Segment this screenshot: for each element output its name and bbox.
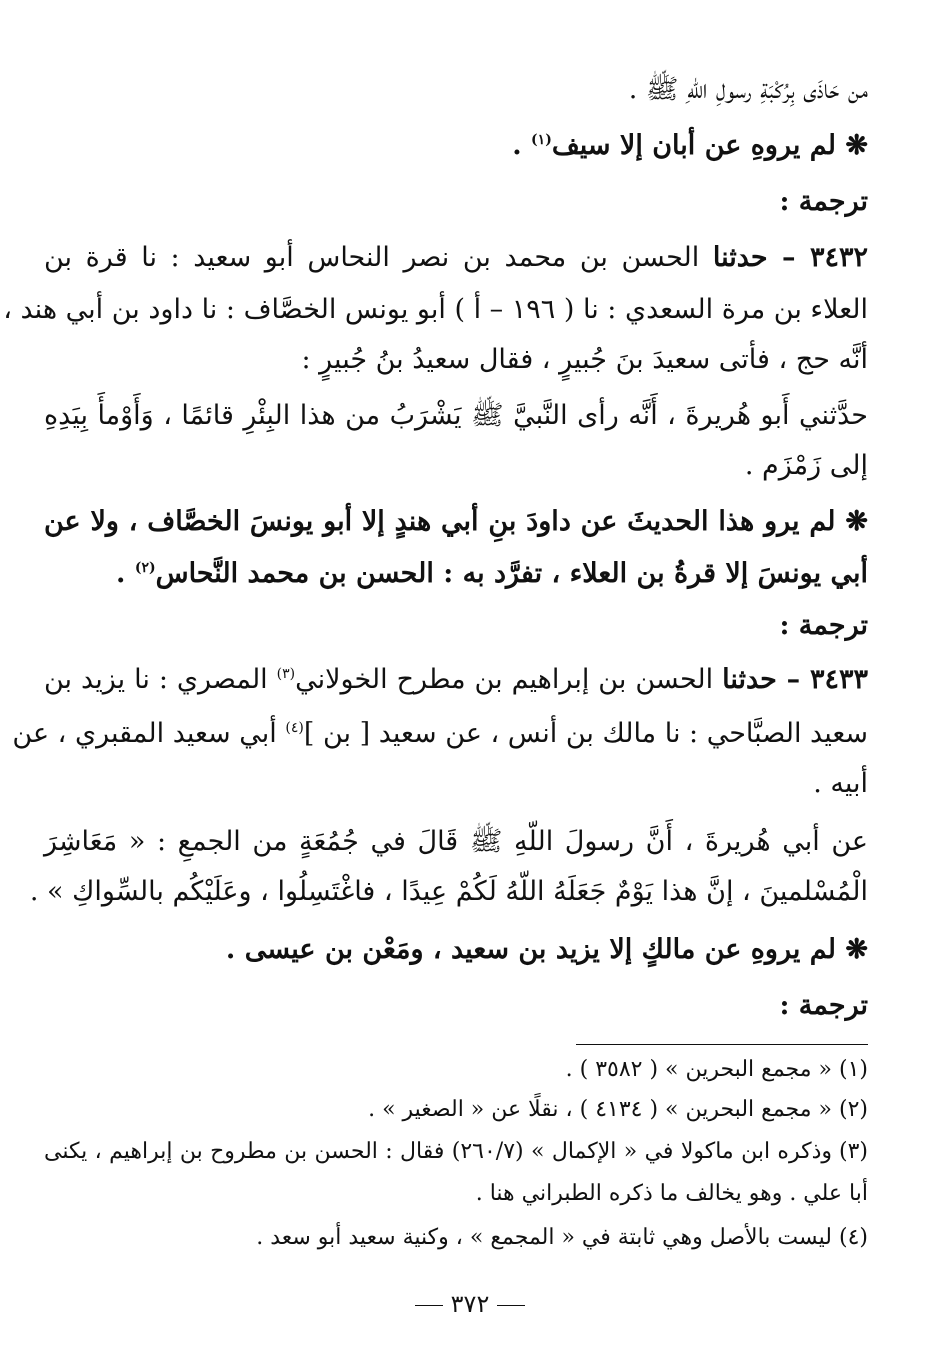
footnote-text: « مجمع البحرين » ( ٤١٣٤ ) ، نقلًا عن « الصغير » . <box>368 1097 832 1122</box>
note-text: لم يرو هذا الحديثَ عن داودَ بنِ أبي هندٍ إلا أبو يونسَ الخصَّاف ، ولا عن <box>44 506 836 537</box>
footnote-number: (٤) <box>838 1225 868 1250</box>
hadith-3432-line-3: أنَّه حج ، فأتى سعيدَ بنَ جُبيرٍ ، فقال سعيدُ بنُ جُبيرٍ : <box>301 344 868 375</box>
page-number-dash <box>497 1305 525 1306</box>
hadith-3432-line-2: العلاء بن مرة السعدي : نا ( ١٩٦ – أ ) أبو يونس الخصَّاف : نا داود بن أبي هند ، <box>3 294 868 325</box>
hadith-text: الحسن بن إبراهيم بن مطرح الخولاني <box>295 664 723 695</box>
footnote-ref[interactable]: (٢) <box>134 560 156 576</box>
hadith-3432-line-5: إلى زَمْزَم . <box>744 450 868 481</box>
page-number-dash <box>415 1305 443 1306</box>
footnote-2 <box>44 1094 868 1126</box>
tarjama-label: ترجمة : <box>779 990 868 1021</box>
hadith-heading: حدثنا <box>722 664 777 695</box>
hadith-3432-note-line-1 <box>44 502 868 542</box>
note-end: . <box>512 130 532 161</box>
footnote-number: (٢) <box>838 1097 868 1122</box>
hadith-3433-line-1 <box>44 660 868 700</box>
page-number <box>0 1286 940 1322</box>
footnote-3 <box>44 1136 868 1168</box>
hadith-dash: – <box>776 664 810 695</box>
note-text: أبي يونسَ إلا قرةُ بن العلاء ، تفرَّد به : الحسن بن محمد النَّحاس <box>155 558 868 589</box>
footnote-ref[interactable]: (٤) <box>285 720 304 736</box>
hadith-3432-line-1 <box>44 238 868 278</box>
hadith-text: سعيد الصبَّاحي : نا مالك بن أنس ، عن سعيد [ بن ] <box>303 718 868 749</box>
hadith-number: ٣٤٣٢ <box>809 242 868 273</box>
hadith-3433-line-2 <box>12 714 868 754</box>
star-icon: ❋ <box>845 130 868 161</box>
note-text: لم يروهِ عن مالكٍ إلا يزيد بن سعيد ، ومَعْن بن عيسى . <box>225 934 836 965</box>
footnote-divider <box>576 1044 868 1045</box>
footnote-text: وذكره ابن ماكولا في « الإكمال » (٢٦٠/٧) فقال : الحسن بن مطروح بن إبراهيم ، يكنى <box>44 1139 832 1164</box>
footnote-text: « مجمع البحرين » ( ٣٥٨٢ ) . <box>565 1057 832 1082</box>
footnote-ref[interactable]: (٣) <box>276 666 296 682</box>
footnote-1 <box>44 1054 868 1086</box>
note-text: لم يروهِ عن أبان إلا سيف <box>551 130 836 161</box>
footnote-text: ليست بالأصل وهي ثابتة في « المجمع » ، وكنية سعيد أبو سعد . <box>256 1225 832 1250</box>
star-icon: ❋ <box>845 506 868 537</box>
hadith-3432-note-line-2 <box>116 554 868 594</box>
footnote-number: (١) <box>838 1057 868 1082</box>
hadith-note <box>512 126 868 166</box>
page-number-text: ٣٧٢ <box>450 1290 490 1318</box>
hadith-text: المصري : نا يزيد بن <box>44 664 277 695</box>
hadith-text: الحسن بن محمد بن نصر النحاس أبو سعيد : نا قرة بن <box>44 242 713 273</box>
note-end: . <box>116 558 135 589</box>
star-icon: ❋ <box>845 934 868 965</box>
hadith-3433-line-3: أبيه . <box>813 768 868 799</box>
hadith-number: ٣٤٣٣ <box>809 664 868 695</box>
continuation-line: من حَاذَى بِرُكْبَةِ رسولِ اللّهِ ﷺ . <box>628 74 868 105</box>
tarjama-label: ترجمة : <box>779 610 868 641</box>
hadith-3432-line-4: حدَّثني أَبو هُريرةَ ، أَنَّه رأى النَّبيَّ ﷺ يَشْرَبُ من هذا البِئْرِ قائمًا ، وَأَوْمأَ بِيَدِهِ <box>44 400 868 431</box>
tarjama-label: ترجمة : <box>779 186 868 217</box>
footnote-ref[interactable]: (١) <box>531 132 552 148</box>
hadith-3433-line-5: الْمُسْلمينَ ، إنَّ هذا يَوْمٌ جَعَلَهُ اللّهُ لَكُمْ عِيدًا ، فاغْتَسِلُوا ، وعَلَيْكُم بالسِّواكِ » . <box>29 876 868 907</box>
hadith-text: أبي سعيد المقبري ، عن <box>12 718 286 749</box>
footnote-3-continuation: أبا علي . وهو يخالف ما ذكره الطبراني هنا . <box>475 1181 868 1206</box>
hadith-dash: – <box>767 242 810 273</box>
hadith-heading: حدثنا <box>712 242 768 273</box>
hadith-3433-note <box>226 930 868 970</box>
footnote-number: (٣) <box>838 1139 868 1164</box>
hadith-3433-line-4: عن أبي هُريرةَ ، أَنَّ رسولَ اللّهِ ﷺ قَالَ في جُمُعَةٍ من الجمعِ : « مَعَاشِرَ <box>44 826 868 857</box>
footnote-4 <box>44 1222 868 1254</box>
